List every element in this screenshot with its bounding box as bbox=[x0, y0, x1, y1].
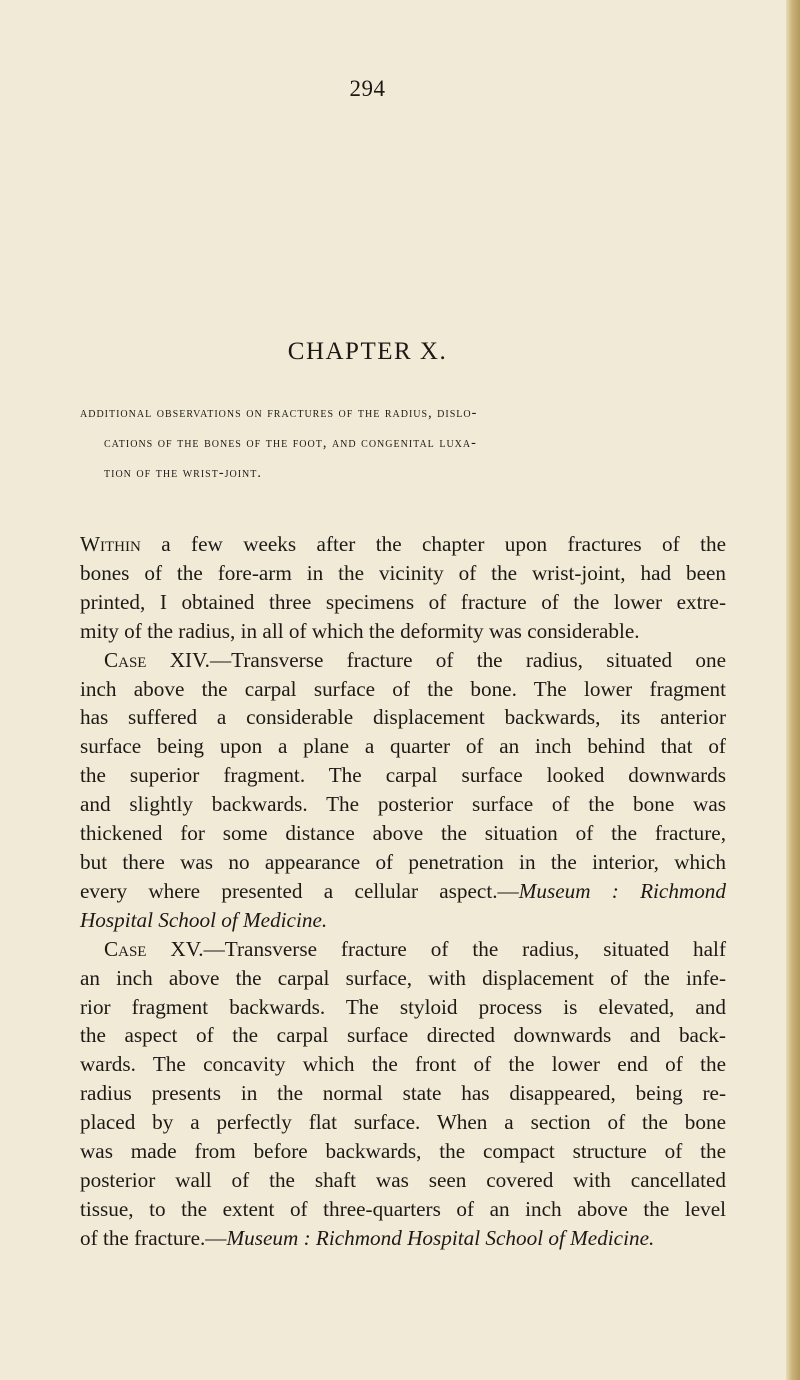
text-line: placed by a perfectly flat surface. When a section of the bone bbox=[80, 1110, 726, 1135]
text-line: an inch above the carpal surface, with displacement of the infe- bbox=[80, 965, 726, 990]
text-line: surface being upon a plane a quarter of an inch behind that of bbox=[80, 734, 726, 759]
text-line bbox=[80, 530, 726, 559]
text-line: but there was no appearance of penetration in the interior, which bbox=[80, 849, 726, 874]
page-number: 294 bbox=[349, 76, 386, 101]
text-line: was made from before backwards, the compact structure of the bbox=[80, 1139, 726, 1164]
page-edge bbox=[786, 0, 800, 1380]
text-line: posterior wall of the shaft was seen covered with cancellated bbox=[80, 1167, 726, 1192]
text-line: rior fragment backwards. The styloid process is elevated, and bbox=[80, 994, 726, 1019]
heading-line: tion of the wrist-joint. bbox=[104, 465, 262, 481]
chapter-title: CHAPTER X. bbox=[287, 338, 448, 365]
text-line: wards. The concavity which the front of the lower end of the bbox=[80, 1052, 726, 1077]
text-line bbox=[80, 1224, 726, 1253]
text-line bbox=[80, 877, 726, 906]
text-span: —Transverse fracture of the radius, situated one bbox=[209, 647, 726, 672]
text-line bbox=[80, 646, 726, 675]
text-line: radius presents in the normal state has disappeared, being re- bbox=[80, 1081, 726, 1106]
text-line: has suffered a considerable displacement backwards, its anterior bbox=[80, 705, 726, 730]
museum-citation: Museum : Richmond Hospital School of Medicine. bbox=[226, 1225, 655, 1250]
text-span: —Transverse fracture of the radius, situated half bbox=[203, 936, 726, 961]
chapter-heading bbox=[80, 398, 720, 488]
text-line bbox=[80, 906, 726, 935]
text-span: of the fracture.— bbox=[80, 1225, 227, 1250]
text-line: thickened for some distance above the situation of the fracture, bbox=[80, 821, 726, 846]
text-line: mity of the radius, in all of which the deformity was considerable. bbox=[80, 618, 640, 643]
text-line: inch above the carpal surface of the bone. The lower fragment bbox=[80, 676, 726, 701]
case-label: Case XIV. bbox=[104, 647, 210, 672]
text-line: the superior fragment. The carpal surface looked downwards bbox=[80, 763, 726, 788]
drop-word: Within bbox=[80, 532, 141, 556]
text-line: tissue, to the extent of three-quarters of an inch above the level bbox=[80, 1196, 726, 1221]
heading-line: cations of the bones of the foot, and congenital luxa- bbox=[104, 435, 477, 451]
heading-line: additional observations on fractures of the radius, dislo- bbox=[80, 405, 478, 421]
museum-citation: Museum : Richmond bbox=[518, 878, 726, 903]
museum-citation: Hospital School of Medicine. bbox=[80, 907, 328, 932]
body-text bbox=[80, 530, 726, 1253]
text-line: bones of the fore-arm in the vicinity of the wrist-joint, had been bbox=[80, 560, 726, 585]
text-span: every where presented a cellular aspect.— bbox=[80, 878, 519, 903]
text-line: the aspect of the carpal surface directed downwards and back- bbox=[80, 1023, 726, 1048]
text-line: printed, I obtained three specimens of fracture of the lower extre- bbox=[80, 589, 726, 614]
text-span: a few weeks after the chapter upon fractures of the bbox=[140, 532, 726, 556]
text-line bbox=[80, 935, 726, 964]
case-label: Case XV. bbox=[104, 936, 204, 961]
text-line: and slightly backwards. The posterior surface of the bone was bbox=[80, 792, 726, 817]
